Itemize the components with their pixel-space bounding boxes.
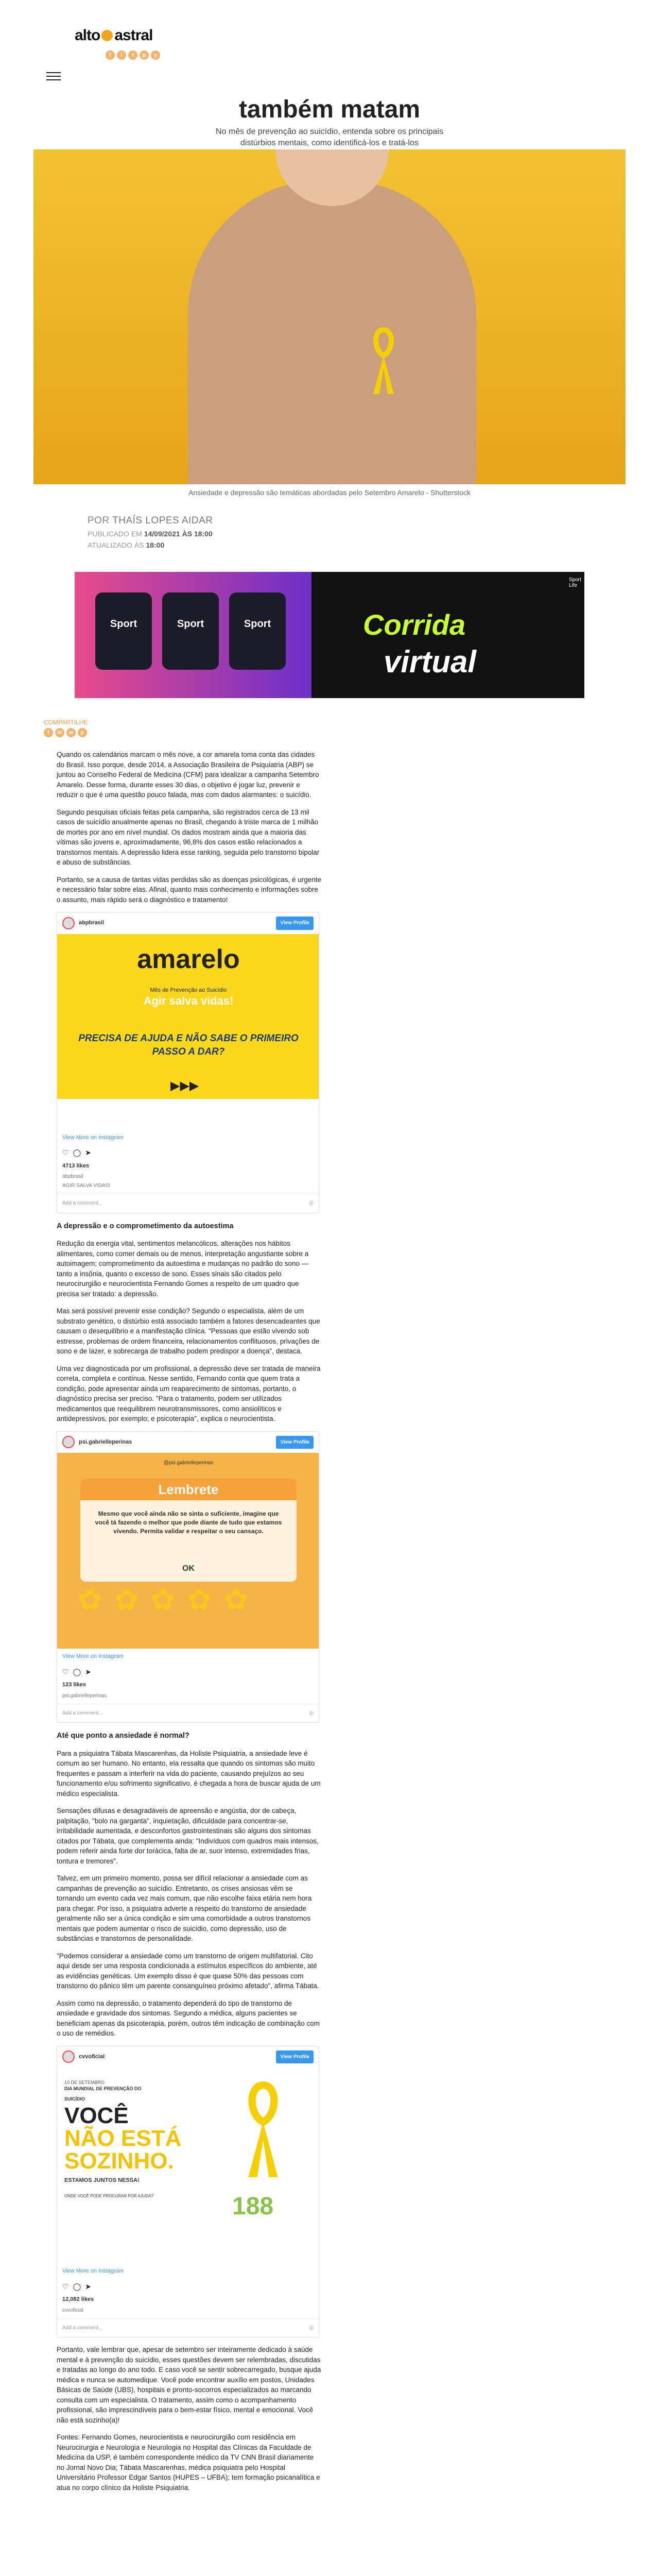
published-date: 14/09/2021 — [144, 530, 180, 538]
paragraph: "Podemos considerar a ansiedade como um transtorno de origem multifatorial. Cito aqui desde ser uma resposta condicionada a estímulos específicos do ambiente, até as evidências genéticas. Um exemplo disso é que quase 50% das pessoas com transtorno do pânico têm um parente consanguíneo próximo afetado", afirma Tábata. — [57, 1952, 319, 1990]
yellow-ribbon-icon — [222, 2078, 304, 2181]
paragraph: Redução da energia vital, sentimentos melancólicos, alterações nos hábitos alimentares, como comer demais ou de menos, interpretação angustiante sobre a autoimagem; comprometimento da autoestima e mudanças no padrão do sono — tanto a insônia, quanto o excesso de sono. Esses sinais são citados pelo neurocirurgião e neurocientista Fernando Gomes a respeito de um quadro que precisa ser tratado: a depressão. — [57, 1240, 309, 1298]
share-whatsapp-icon[interactable]: w — [66, 728, 76, 737]
paragraph: Quando os calendários marcam o mês nove, a cor amarela toma conta das cidades do Brasil. Isso porque, desde 2014, a Associação Brasileira de Psiquiatria (ABP) se juntou ao Conselho Federal de Medicina (CFM) para idealizar a campanha Setembro Amarelo. Desse forma, durante esses 30 dias, o objetivo é jogar luz, prevenir e reduzir o que é uma questão pouco falada, mas com dados alarmantes: o suicídio. — [57, 751, 319, 799]
hamburger-menu-icon[interactable] — [46, 72, 61, 80]
banner-title: amarelo — [137, 944, 240, 974]
likes-count: 123 likes — [62, 1682, 86, 1688]
paragraph: Uma vez diagnosticada por um profissional, a depressão deve ser tratada de maneira correta, completa e contínua. Nesse sentido, Fernando conta que quem trata a condição, pode apresentar ainda um reaparecimento de sintomas, portanto, o diagnóstico precisa ser preciso. "Para o tratamento, podem ser utilizados medicamentos que reequilibrem neurotransmissores, como ansiolíticos e antidepressivos, por exemplo; e psicoterapia", explica o neurocientista. — [57, 1364, 321, 1422]
like-icon[interactable]: ♡ — [62, 1667, 69, 1676]
youtube-icon[interactable]: y — [151, 50, 160, 60]
likes-count: 12,082 likes — [62, 2296, 94, 2302]
article-subtitle: No mês de prevenção ao suicídio, entenda sobre os principais distúrbios mentais, como identificá-los e tratá-los — [215, 127, 444, 147]
banner-top: Mês de Prevenção ao Suicídio — [150, 987, 227, 993]
instagram-embed — [57, 912, 319, 1213]
sunflowers-decoration: ✿✿✿✿✿ — [78, 1583, 261, 1616]
share-linkedin-icon[interactable]: in — [55, 728, 64, 737]
share-label: COMPARTILHE — [44, 719, 88, 726]
paragraph: Portanto, vale lembrar que, apesar de setembro ser inteiramente dedicado à saúde mental e à prevenção do suicídio, esses questões devem ser relembradas, discutidas e tratadas ao longo do ano todo. E caso você se sentir sobrecarregado, busque ajuda médica e nunca se automedique. Você pode encontrar auxílio em postos, Unidades Básicas de Saúde (UBS), hospitais e pronto-socorros especializados ao marcando consulta com um especialista. O tratamento, assim como o acompanhamento profissional, são imprescindíveis para o bem-estar físico, mental e emocional. Você não está sozinho(a)! — [57, 2346, 321, 2424]
view-profile-button[interactable]: View Profile — [276, 917, 314, 930]
share-pinterest-icon[interactable]: p — [78, 728, 87, 737]
ad-headline-2: virtual — [384, 645, 477, 679]
share-icon[interactable]: ➤ — [85, 1667, 91, 1676]
add-comment-input[interactable]: Add a comment... — [62, 1710, 103, 1716]
together-text: ESTAMOS JUNTOS NESSA! — [64, 2177, 140, 2183]
instagram-icon[interactable]: i — [117, 50, 126, 60]
share-icon[interactable]: ➤ — [85, 2282, 91, 2291]
instagram-embed — [57, 1431, 319, 1723]
author-prefix: POR — [88, 515, 110, 526]
share-block — [44, 719, 88, 737]
shirt-shape — [188, 180, 476, 484]
updated-label: ATUALIZADO ÀS — [88, 541, 144, 549]
social-links — [106, 50, 160, 60]
card-text: Mesmo que você ainda não se sinta o suficiente, imagine que você tá fazendo o melhor que pode diante de tudo que estamos vivendo. Permita validar e respeitar o seu cansaço. — [95, 1510, 282, 1535]
ad-shirt-2: Sport — [162, 592, 219, 670]
cvv-number: 188 — [232, 2193, 274, 2220]
paragraph: Sensações difusas e desagradáveis de apreensão e angústia, dor de cabeça, palpitação, "bolo na garganta", inquietação, dificuldade para concentrar-se, irritabilidade aumentada, e desconfortos gastrointestinais são alguns dos sintomas citados por Tábata, que complementa ainda: "Indivíduos com quadros mais intensos, podem referir ainda forte dor torácica, falta de ar, suor intenso, extremidades frias, tontura e tremores". — [57, 1807, 319, 1865]
avatar[interactable] — [62, 1436, 75, 1448]
paragraph: Segundo pesquisas oficiais feitas pela campanha, são registrados cerca de 13 mil casos de suicídio anualmente apenas no Brasil, chegando à triste marca de 1 milhão de mortes por ano em nível mundial. Os dados mostram ainda que a maioria das vítimas são jovens e, aproximadamente, 96,8% dos casos estão relacionados a transtornos mentais. A depressão lidera esse ranking, seguida pelo transtorno bipolar e abuso de substâncias. — [57, 808, 320, 866]
share-icon[interactable]: ➤ — [85, 1148, 91, 1157]
banner-sub: Agir salva vidas! — [143, 994, 234, 1007]
view-more-link[interactable]: View More on Instagram — [62, 1653, 124, 1659]
site-logo[interactable] — [75, 27, 152, 44]
insta-username[interactable]: cvvoficial — [79, 2053, 105, 2060]
view-profile-button[interactable]: View Profile — [276, 2050, 314, 2064]
facebook-icon[interactable]: f — [106, 50, 115, 60]
paragraph: Talvez, em um primeiro momento, possa ser difícil relacionar a ansiedade com as campanhas de prevenção ao suicídio. Entretanto, os crises ansiosas vêm se tornando um evento cada vez mais comum, que não escolhe faixa etária nem hora para chegar. Por isso, a psiquiatra adverte a respeito do transtorno de ansiedade geralmente não ser a única condição e sim uma comorbidade a outros transtornos mentais que podem aumentar o risco de suicídio, como depressão, uso de substâncias e transtornos de personalidade. — [57, 1874, 312, 1942]
pinterest-icon[interactable]: p — [140, 50, 149, 60]
help-text: ONDE VOCÊ PODE PROCURAR POR AJUDA? — [64, 2194, 153, 2198]
add-comment-input[interactable]: Add a comment... — [62, 2325, 103, 2331]
ad-banner[interactable] — [75, 572, 584, 698]
logo-star-icon — [101, 30, 113, 41]
insta-caption: AGIR SALVA VIDAS! — [62, 1183, 110, 1189]
article-body — [57, 750, 322, 2500]
paragraph: Portanto, se a causa de tantas vidas perdidas são as doenças psicológicas, é urgente e necessário falar sobre elas. Afinal, quanto mais conhecimento e informações sobre o assunto, mais rápido será o diagnóstico e tratamento! — [57, 875, 322, 904]
author-name[interactable]: THAÍS LOPES AIDAR — [112, 515, 213, 526]
hero-image — [33, 149, 626, 484]
paragraph: Mas será possível prevenir esse condição? Segundo o especialista, além de um substrato genético, o distúrbio está associado também a fatores desencadeantes que causam o desequilíbrio e a manifestação clínica. "Pessoas que estão vivendo sob estresse, problemas de ordem financeira, relacionamentos conflituosos, privações de sono e de lazer, e sobrecarga de trabalho podem predispor a doença", destaca. — [57, 1307, 320, 1355]
section-heading: A depressão e o comprometimento da autoestima — [57, 1222, 234, 1230]
section-heading: Até que ponto a ansiedade é normal? — [57, 1732, 189, 1740]
big-line-2: NÃO ESTÁ — [64, 2126, 182, 2151]
play-arrows-icon: ▶▶▶ — [170, 1078, 199, 1093]
site-header — [0, 0, 659, 62]
insta-image[interactable] — [57, 2067, 319, 2263]
yellow-ribbon-icon — [368, 325, 399, 397]
ad-shirt-1: Sport — [95, 592, 152, 670]
insta-handle[interactable]: abpbrasil — [62, 1174, 83, 1179]
likes-count: 4713 likes — [62, 1162, 89, 1169]
published-label: PUBLICADO EM — [88, 530, 142, 538]
comment-icon[interactable]: ◯ — [73, 1667, 81, 1676]
comment-icon[interactable]: ◯ — [73, 2282, 81, 2291]
logo-text-right: astral — [114, 27, 153, 44]
paragraph: Para a psiquiatra Tábata Mascarenhas, da Holiste Psiquiatria, a ansiedade leve é comum ao ser humano. No entanto, ela ressalta que quando os sintomas são muito frequentes e passam a interferir na vida do paciente, causando prejuízos ao seu funcionamento e/ou sofrimento significativo, é chegada a hora de buscar ajuda de um médico especialista. — [57, 1749, 321, 1798]
card-handle: @psi.gabrielleperinas — [163, 1460, 214, 1466]
like-icon[interactable]: ♡ — [62, 2282, 69, 2291]
like-icon[interactable]: ♡ — [62, 1148, 69, 1157]
hero-caption: Ansiedade e depressão são temáticas abordadas pelo Setembro Amarelo - Shutterstock — [188, 488, 471, 497]
big-line-1: VOCÊ — [64, 2103, 129, 2128]
ad-brand: Sport Life — [569, 577, 581, 588]
card-ok-button: OK — [182, 1564, 195, 1573]
paragraph: Assim como na depressão, o tratamento dependerá do tipo de transtorno de ansiedade e gravidade dos sintomas. Segundo a médica, alguns pacientes se beneficiam apenas da psicoterapia, porém, outros têm indicação de combinação com o uso de remédios. — [57, 1999, 320, 2037]
insta-username[interactable]: psi.gabrielleperinas — [79, 1438, 132, 1445]
view-profile-button[interactable]: View Profile — [276, 1436, 314, 1449]
insta-image[interactable] — [57, 934, 319, 1130]
avatar[interactable] — [62, 917, 75, 929]
avatar[interactable] — [62, 2050, 75, 2063]
ad-headline-1: Corrida — [363, 608, 466, 641]
updated-time: 18:00 — [146, 541, 165, 549]
byline — [88, 515, 213, 549]
instagram-icon[interactable]: ◎ — [309, 2325, 314, 2331]
article-title: também matam — [238, 96, 421, 123]
big-line-3: SOZINHO. — [64, 2148, 174, 2174]
instagram-icon[interactable]: ◎ — [309, 1710, 314, 1716]
twitter-icon[interactable]: t — [128, 50, 137, 60]
sources-paragraph: Fontes: Fernando Gomes, neurocientista e neurocirurgião com residência em Neurocirurgia e Neurologia e Neurologia no Hospital das Clínicas da Faculdade de Medicina da USP, é também correspondente médico da TV CNN Brasil diariamente no Jornal Novo Dia; Tábata Mascarenhas, médica psiquiatra pelo Hospital Universitário Professor Edgar Santos (HUPES – UFBA); tem formação psicanalítica e atua no corpo clínico da Holiste Psiquiatria. — [57, 2433, 320, 2492]
insta-username[interactable]: abpbrasil — [79, 920, 104, 926]
instagram-embed — [57, 2046, 319, 2338]
view-more-link[interactable]: View More on Instagram — [62, 2268, 124, 2274]
ad-shirt-3: Sport — [229, 592, 286, 670]
add-comment-input[interactable]: Add a comment... — [62, 1200, 103, 1206]
comment-icon[interactable]: ◯ — [73, 1148, 81, 1157]
published-time: ÀS 18:00 — [182, 530, 213, 538]
instagram-icon[interactable]: ◎ — [309, 1200, 314, 1206]
banner-question: PRECISA DE AJUDA E NÃO SABE O PRIMEIRO PASSO A DAR? — [78, 1032, 299, 1057]
card-title: Lembrete — [80, 1479, 297, 1500]
insta-handle[interactable]: cvvoficial — [62, 2307, 83, 2313]
insta-handle[interactable]: psi.gabrielleperinas — [62, 1692, 107, 1699]
view-more-link[interactable]: View More on Instagram — [62, 1134, 124, 1141]
insta-image[interactable] — [57, 1453, 319, 1649]
share-facebook-icon[interactable]: f — [44, 728, 53, 737]
logo-text-left: alto — [75, 27, 100, 44]
post-day: DIA MUNDIAL DE PREVENÇÃO DO SUICÍDIO — [64, 2086, 142, 2102]
post-date: 10 DE SETEMBRO — [64, 2080, 105, 2085]
